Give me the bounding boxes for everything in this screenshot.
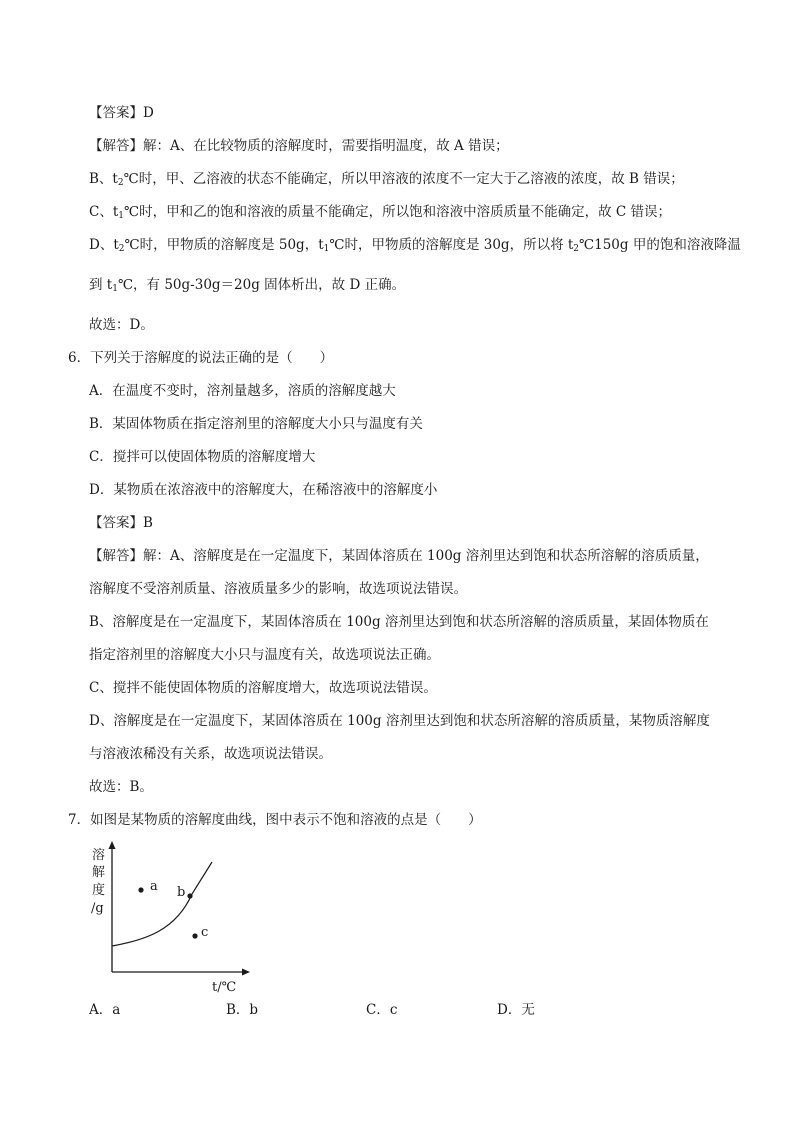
q6-analysis-line: D、溶解度是在一定温度下，某固体溶质在 100g 溶剂里达到饱和状态所溶解的溶质质量，某物质溶解度 — [89, 713, 710, 729]
q7-option-b: B．b — [226, 1002, 259, 1018]
point-a — [138, 887, 143, 892]
q6-analysis-line: 与溶液浓稀没有关系，故选项说法错误。 — [89, 746, 332, 762]
q6-analysis-line: B、溶解度是在一定温度下，某固体溶质在 100g 溶剂里达到饱和状态所溶解的溶质质量，某固体物质在 — [89, 614, 709, 630]
y-axis-label-char: /g — [91, 901, 104, 916]
q6-choice: 故选：B。 — [89, 779, 153, 795]
point-label-c: c — [201, 925, 209, 940]
point-c — [192, 933, 197, 938]
q6-analysis-line: C、搅拌不能使固体物质的溶解度增大，故选项说法错误。 — [89, 680, 437, 696]
y-axis-arrow — [109, 841, 116, 849]
q6-stem: 6．下列关于溶解度的说法正确的是（ ） — [68, 350, 334, 366]
solubility-curve — [112, 862, 212, 946]
q5-analysis-d-line2: 到 $t_1℃$，有 50g-30g＝20g 固体析出，故 D 正确。 — [89, 277, 406, 294]
q7-option-a: A．a — [89, 1002, 121, 1018]
q5-analysis-c: C、$t_1℃$时，甲和乙的饱和溶液的质量不能确定，所以饱和溶液中溶质质量不能确定，故 C 错误； — [89, 204, 672, 221]
q6-option-a: A．在温度不变时，溶剂量越多，溶质的溶解度越大 — [89, 383, 396, 399]
y-axis-label-char: 解 — [92, 865, 106, 880]
q6-option-d: D．某物质在浓溶液中的溶解度大，在稀溶液中的溶解度小 — [89, 482, 438, 498]
q6-analysis-line: 溶解度不受溶剂质量、溶液质量多少的影响，故选项说法错误。 — [89, 581, 467, 597]
q5-analysis-a: 【解答】解：A、在比较物质的溶解度时，需要指明温度，故 A 错误； — [89, 138, 509, 154]
q6-analysis-line: 【解答】解：A、溶解度是在一定温度下，某固体溶质在 100g 溶剂里达到饱和状态所溶解的溶质质量， — [89, 548, 709, 564]
q5-choice: 故选：D。 — [89, 317, 154, 333]
x-axis-arrow — [242, 969, 250, 976]
solubility-curve-graph — [88, 838, 260, 996]
point-label-a: a — [150, 879, 158, 894]
q5-analysis-d-line1: D、$t_2℃$时，甲物质的溶解度是 50g，$t_1℃$时，甲物质的溶解度是 30g，所以将 $t_2℃150g$ 甲的饱和溶液降温 — [89, 237, 741, 254]
q6-option-c: C．搅拌可以使固体物质的溶解度增大 — [89, 449, 316, 465]
x-axis-label: t/℃ — [212, 980, 237, 995]
q6-answer: 【答案】B — [89, 515, 153, 531]
q6-option-b: B．某固体物质在指定溶剂里的溶解度大小只与温度有关 — [89, 416, 423, 432]
y-axis-label-char: 度 — [92, 883, 106, 898]
q5-analysis-b: B、$t_2℃$时，甲、乙溶液的状态不能确定，所以甲溶液的浓度不一定大于乙溶液的浓度，故 B 错误； — [89, 171, 684, 188]
q7-stem: 7．如图是某物质的溶解度曲线，图中表示不饱和溶液的点是（ ） — [68, 812, 482, 828]
q7-option-d: D．无 — [497, 1002, 535, 1018]
point-label-b: b — [177, 885, 186, 900]
y-axis-label-char: 溶 — [92, 848, 106, 863]
q6-analysis-line: 指定溶剂里的溶解度大小只与温度有关，故选项说法正确。 — [89, 647, 440, 663]
point-b — [187, 893, 192, 898]
q5-answer: 【答案】D — [89, 105, 154, 121]
q7-option-c: C．c — [366, 1002, 398, 1018]
